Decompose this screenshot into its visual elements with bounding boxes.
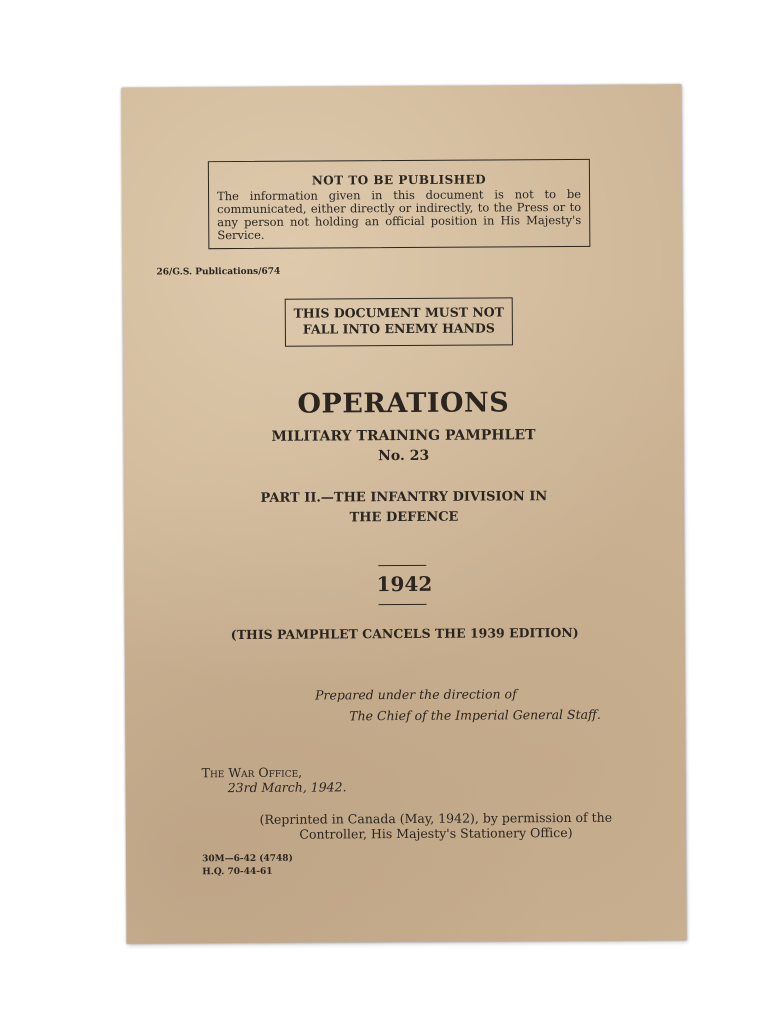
- part-heading-line-2: THE DEFENCE: [349, 509, 459, 526]
- reprint-line-2: Controller, His Majesty's Stationery Office): [299, 824, 573, 842]
- office-date: [228, 779, 347, 795]
- enemy-hands-warning-box: [285, 297, 513, 346]
- office-name: The War Office,: [201, 764, 303, 781]
- document-title: OPERATIONS: [297, 387, 510, 420]
- year-rule-top: [378, 565, 426, 566]
- warning-line-1: THIS DOCUMENT MUST NOT: [293, 304, 505, 321]
- cancellation-note: (THIS PAMPHLET CANCELS THE 1939 EDITION): [230, 624, 579, 643]
- publication-reference: 26/G.S. Publications/674: [156, 266, 281, 278]
- print-code-2: H.Q. 70-44-61: [202, 866, 273, 878]
- reprint-note: [186, 809, 686, 842]
- part-heading-line-1: PART II.—THE INFANTRY DIVISION IN: [260, 489, 548, 506]
- print-code-1: 30M—6-42 (4748): [202, 853, 293, 865]
- reprint-line-1: (Reprinted in Canada (May, 1942), by permission of the: [259, 809, 613, 827]
- notice-text: The information given in this document is not to be communicated, either directly or indirectly, to the Press or to any person not holding an official position in His Majesty's Service.: [217, 186, 582, 243]
- prepared-line-1: Prepared under the direction of: [315, 686, 517, 703]
- not-to-be-published-box: [208, 159, 591, 249]
- pamphlet-number: No. 23: [378, 447, 430, 465]
- office-date-text: 23rd March, 1942.: [227, 779, 347, 796]
- pamphlet-cover: [121, 84, 686, 943]
- year-rule-bottom: [379, 604, 427, 605]
- publication-year: 1942: [376, 571, 433, 597]
- warning-line-2: FALL INTO ENEMY HANDS: [302, 320, 495, 337]
- notice-heading: NOT TO BE PUBLISHED: [311, 172, 487, 188]
- prepared-line-2: The Chief of the Imperial General Staff.: [349, 706, 601, 724]
- document-subtitle: MILITARY TRAINING PAMPHLET: [271, 427, 536, 445]
